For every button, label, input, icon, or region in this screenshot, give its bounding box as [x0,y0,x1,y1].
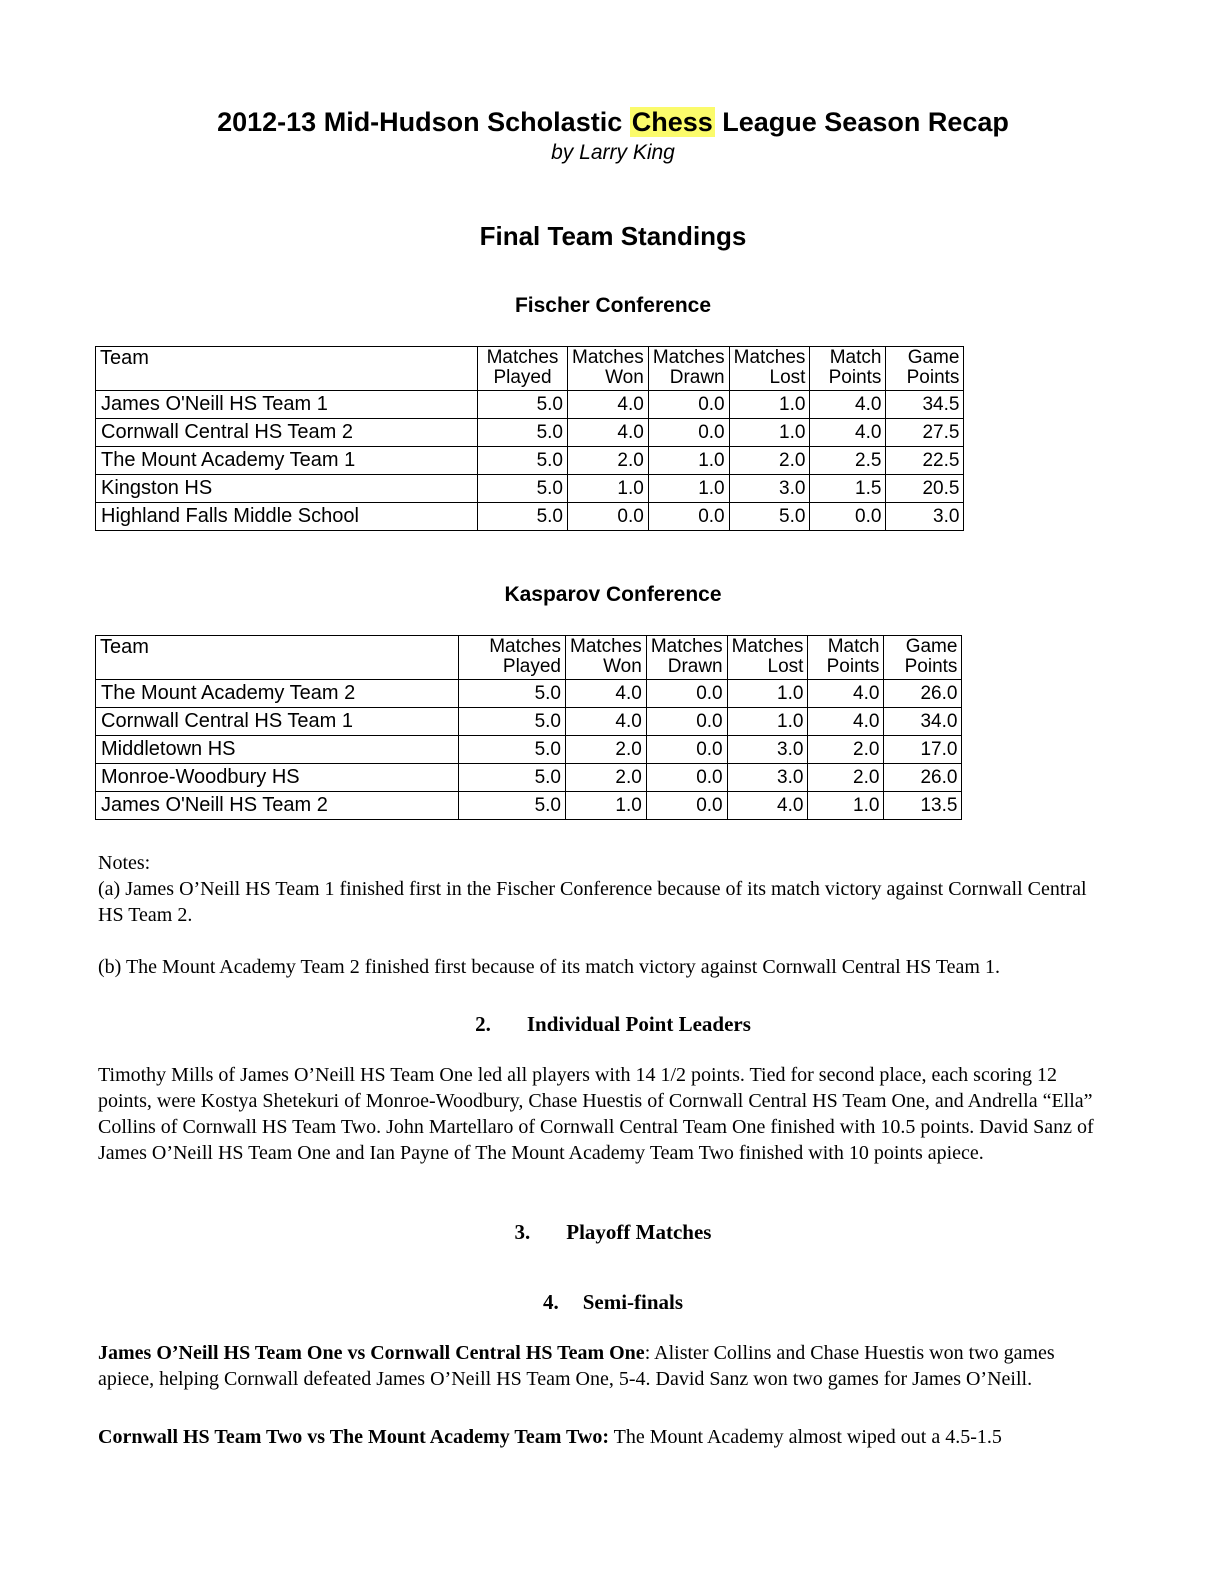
value-cell: 2.0 [808,764,884,792]
semifinal-paragraph-1 [98,1340,1112,1392]
column-header: Game Points [886,347,964,391]
standings-title: Final Team Standings [479,221,747,252]
value-cell: 4.0 [810,419,886,447]
column-header: Matches Played [459,636,566,680]
value-cell: 5.0 [459,680,566,708]
table-row [96,391,964,419]
team-cell: Highland Falls Middle School [96,503,478,531]
table-row [96,447,964,475]
semifinal-paragraph-2 [98,1424,1112,1450]
value-cell: 4.0 [808,708,884,736]
column-header: Matches Played [478,347,568,391]
conference-heading-kasparov: Kasparov Conference [504,583,722,607]
value-cell: 0.0 [646,736,727,764]
team-cell: The Mount Academy Team 2 [96,680,459,708]
conference-heading-fischer: Fischer Conference [514,294,712,318]
value-cell: 4.0 [568,391,649,419]
semifinal-matchup-lead: Cornwall HS Team Two vs The Mount Academy Team Two: [98,1426,609,1449]
value-cell: 3.0 [729,475,810,503]
value-cell: 5.0 [478,447,568,475]
notes-label: Notes: [98,852,151,875]
semifinal-matchup-lead: James O’Neill HS Team One vs Cornwall Central HS Team One [98,1342,645,1365]
table-row [96,503,964,531]
table-row [96,419,964,447]
value-cell: 34.0 [884,708,962,736]
value-cell: 1.0 [648,475,729,503]
notes-block [98,850,1112,980]
value-cell: 5.0 [729,503,810,531]
value-cell: 2.0 [566,736,647,764]
table-row [96,764,962,792]
value-cell: 4.0 [808,680,884,708]
value-cell: 17.0 [884,736,962,764]
value-cell: 5.0 [459,764,566,792]
value-cell: 2.0 [729,447,810,475]
table-row [96,475,964,503]
semifinal-matchup-text: : Alister Collins and Chase Huestis won two games apiece, helping Cornwall defeated James O’Neill HS Team One, 5-4. David Sanz won two games for James O’Neill. [98,1342,1055,1391]
value-cell: 5.0 [478,503,568,531]
value-cell: 1.0 [648,447,729,475]
team-cell: The Mount Academy Team 1 [96,447,478,475]
column-header-team: Team [96,347,478,391]
value-cell: 1.0 [727,680,808,708]
column-header: Matches Lost [729,347,810,391]
table-row [96,792,962,820]
value-cell: 4.0 [566,680,647,708]
column-header: Matches Drawn [646,636,727,680]
section-number: 3. [514,1220,531,1245]
section-heading-semifinals [98,1290,1128,1314]
value-cell: 5.0 [459,708,566,736]
standings-table-fischer [95,346,964,531]
section-heading-playoff-matches [98,1220,1128,1244]
column-header-team: Team [96,636,459,680]
section-title: Individual Point Leaders [526,1012,751,1037]
value-cell: 3.0 [886,503,964,531]
column-header: Game Points [884,636,962,680]
value-cell: 26.0 [884,764,962,792]
document-title [98,106,1128,138]
value-cell: 0.0 [648,391,729,419]
value-cell: 5.0 [478,391,568,419]
value-cell: 5.0 [478,419,568,447]
section-heading-individual-point-leaders [98,1012,1128,1036]
table-row [96,708,962,736]
value-cell: 1.0 [729,419,810,447]
section-number: 4. [542,1290,559,1315]
value-cell: 0.0 [646,792,727,820]
value-cell: 0.0 [568,503,649,531]
value-cell: 1.0 [568,475,649,503]
column-header: Matches Drawn [648,347,729,391]
document-title-highlight: Chess [631,107,713,137]
column-header: Matches Lost [727,636,808,680]
value-cell: 5.0 [478,475,568,503]
document-title-suffix: League Season Recap [714,107,1009,137]
team-cell: Cornwall Central HS Team 2 [96,419,478,447]
value-cell: 0.0 [646,708,727,736]
value-cell: 0.0 [646,764,727,792]
note-item-a: (a) James O’Neill HS Team 1 finished first in the Fischer Conference because of its match victory against Cornwall Central HS Team 2. [98,878,1087,927]
value-cell: 2.0 [568,447,649,475]
value-cell: 0.0 [648,503,729,531]
team-cell: Kingston HS [96,475,478,503]
value-cell: 2.5 [810,447,886,475]
table-header-row [96,636,962,680]
document-title-prefix: 2012-13 Mid-Hudson Scholastic [217,107,630,137]
value-cell: 34.5 [886,391,964,419]
column-header: Match Points [808,636,884,680]
table-header-row [96,347,964,391]
value-cell: 26.0 [884,680,962,708]
value-cell: 27.5 [886,419,964,447]
section-number: 2. [475,1012,491,1037]
value-cell: 0.0 [810,503,886,531]
value-cell: 1.0 [727,708,808,736]
team-cell: James O'Neill HS Team 2 [96,792,459,820]
column-header: Matches Won [566,636,647,680]
value-cell: 1.0 [808,792,884,820]
byline: by Larry King [551,141,675,165]
value-cell: 4.0 [727,792,808,820]
value-cell: 3.0 [727,736,808,764]
value-cell: 1.5 [810,475,886,503]
note-item-b: (b) The Mount Academy Team 2 finished first because of its match victory against Cornwall Central HS Team 1. [98,956,1000,979]
team-cell: Cornwall Central HS Team 1 [96,708,459,736]
section-title: Playoff Matches [566,1220,712,1245]
value-cell: 2.0 [566,764,647,792]
value-cell: 0.0 [648,419,729,447]
semifinal-matchup-text: The Mount Academy almost wiped out a 4.5-1.5 [609,1426,1002,1449]
team-cell: Middletown HS [96,736,459,764]
value-cell: 0.0 [646,680,727,708]
value-cell: 3.0 [727,764,808,792]
team-cell: Monroe-Woodbury HS [96,764,459,792]
value-cell: 22.5 [886,447,964,475]
column-header: Matches Won [568,347,649,391]
value-cell: 13.5 [884,792,962,820]
individual-point-leaders-paragraph: Timothy Mills of James O’Neill HS Team One led all players with 14 1/2 points. Tied for second place, each scoring 12 points, were Kostya Shetekuri of Monroe-Woodbury, Chase Huestis of Cornwall Central HS Team One, and Andrella “Ella” Collins of Cornwall HS Team Two. John Martellaro of Cornwall Central Team One finished with 10.5 points. David Sanz of James O’Neill HS Team One and Ian Payne of The Mount Academy Team Two finished with 10 points apiece. [98,1064,1094,1165]
value-cell: 1.0 [729,391,810,419]
value-cell: 2.0 [808,736,884,764]
column-header: Match Points [810,347,886,391]
standings-table-kasparov [95,635,962,820]
value-cell: 4.0 [566,708,647,736]
value-cell: 5.0 [459,792,566,820]
value-cell: 4.0 [568,419,649,447]
value-cell: 1.0 [566,792,647,820]
table-row [96,736,962,764]
team-cell: James O'Neill HS Team 1 [96,391,478,419]
table-row [96,680,962,708]
section-title: Semi-finals [582,1290,684,1315]
value-cell: 5.0 [459,736,566,764]
value-cell: 20.5 [886,475,964,503]
value-cell: 4.0 [810,391,886,419]
